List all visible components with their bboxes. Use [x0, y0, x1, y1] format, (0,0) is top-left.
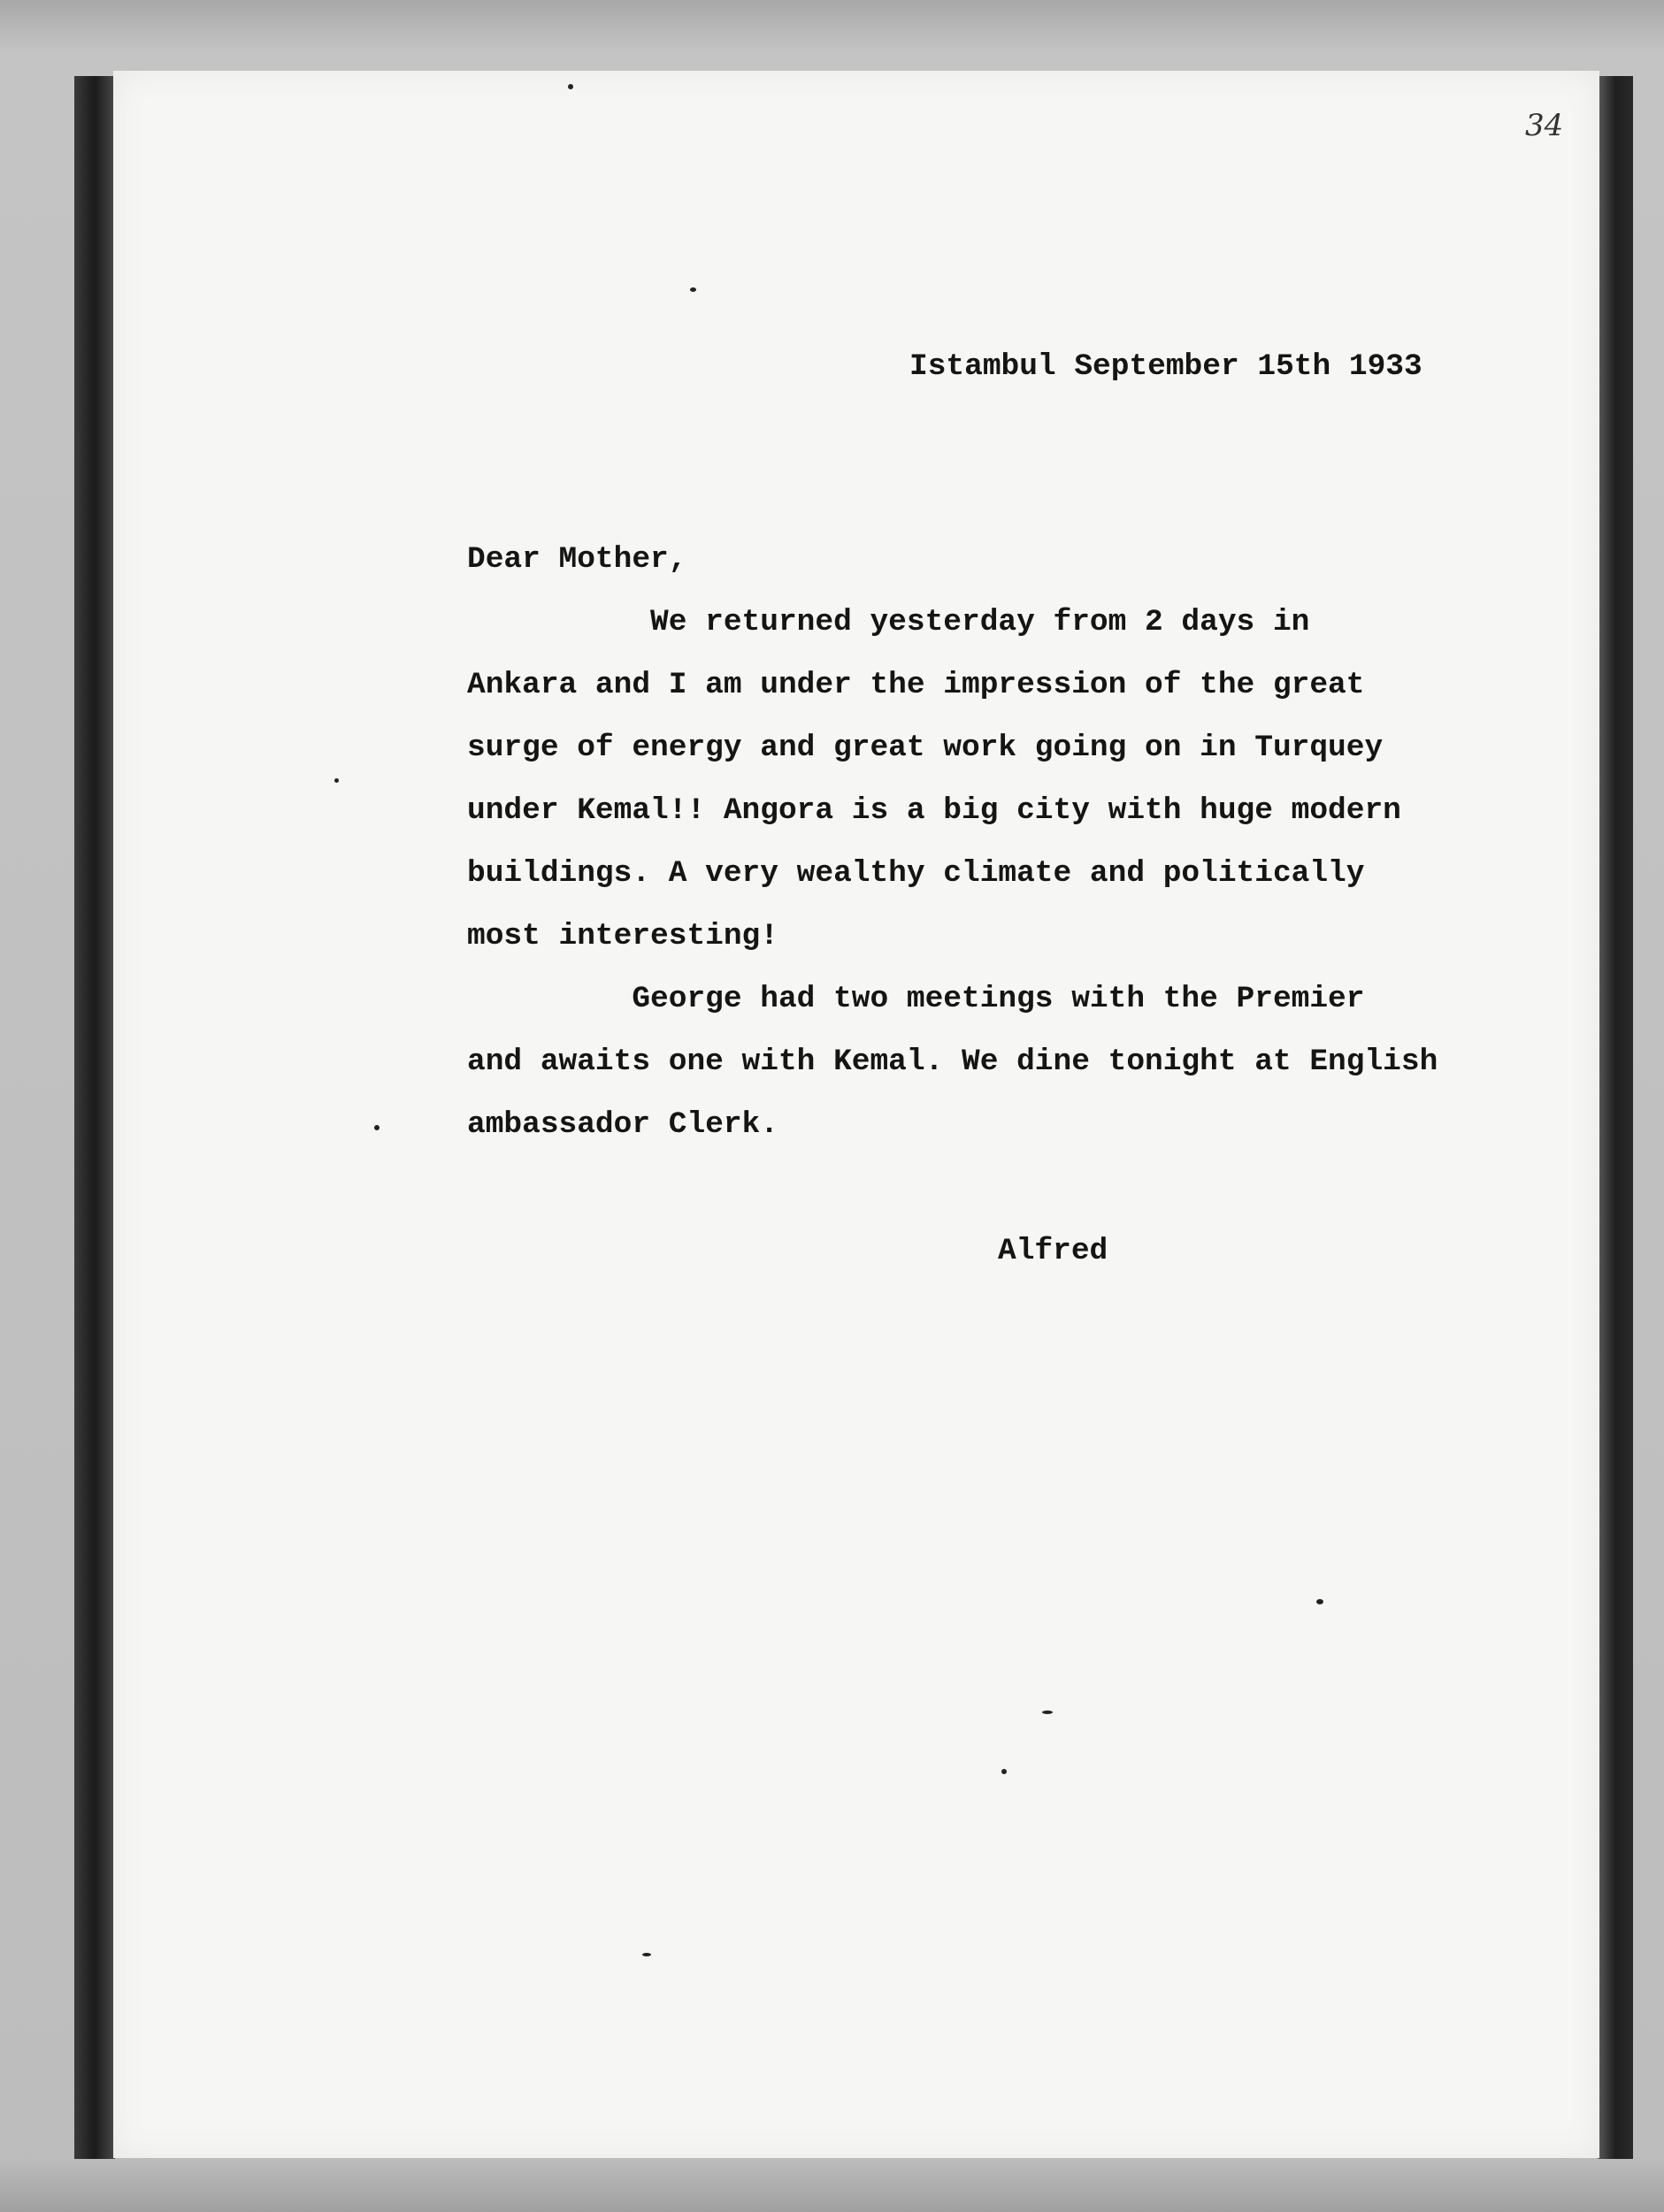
- dust-speck: [690, 287, 696, 292]
- letter-signature: Alfred: [998, 1234, 1108, 1268]
- letter-dateline: Istambul September 15th 1933: [909, 349, 1422, 384]
- film-edge-right: [1598, 76, 1633, 2159]
- letter-body-line: surge of energy and great work going on in Turquey: [467, 731, 1384, 765]
- page-number: 34: [1525, 108, 1564, 143]
- dust-speck: [1316, 1599, 1323, 1604]
- dust-speck: [1042, 1711, 1053, 1714]
- dust-speck: [1001, 1769, 1007, 1774]
- dust-speck: [334, 778, 339, 783]
- letter-body-line: George had two meetings with the Premier: [467, 982, 1365, 1016]
- letter-body-line: buildings. A very wealthy climate and politically: [467, 856, 1365, 891]
- letter-body-line: ambassador Clerk.: [467, 1107, 778, 1142]
- letter-body-line: most interesting!: [467, 919, 778, 953]
- letter-body-line: and awaits one with Kemal. We dine tonight at English: [467, 1045, 1438, 1079]
- film-edge-left: [74, 76, 115, 2159]
- letter-body-line: We returned yesterday from 2 days in: [467, 605, 1310, 639]
- letter-sheet: [113, 71, 1599, 2158]
- dust-speck: [374, 1125, 380, 1130]
- dust-speck: [642, 1953, 651, 1956]
- letter-salutation: Dear Mother,: [467, 542, 687, 577]
- dust-speck: [568, 84, 573, 89]
- letter-body-line: Ankara and I am under the impression of the great: [467, 668, 1365, 702]
- letter-body-line: under Kemal!! Angora is a big city with huge modern: [467, 793, 1401, 828]
